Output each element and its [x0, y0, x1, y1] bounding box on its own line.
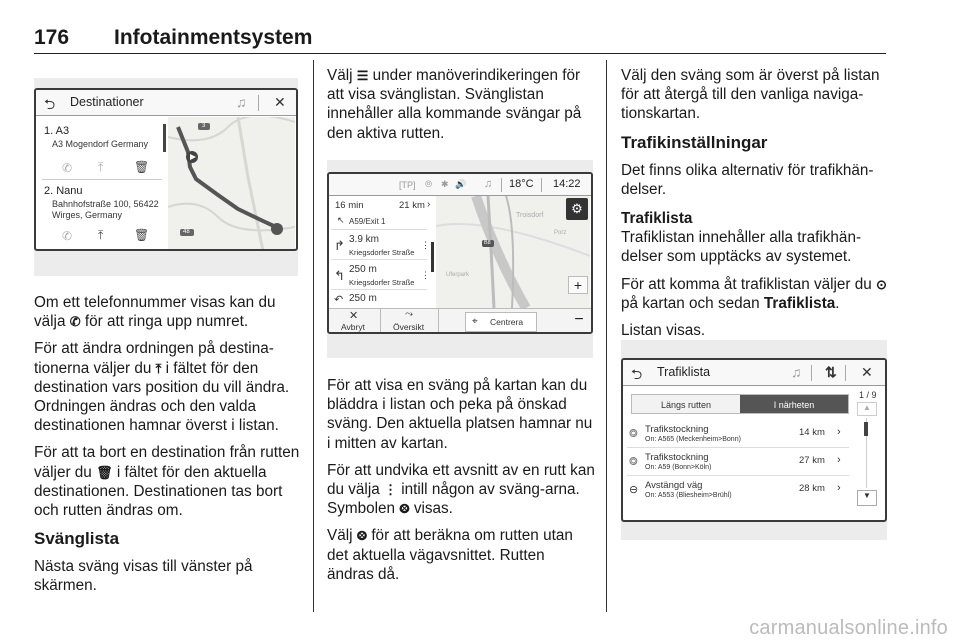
paragraph: För att ta bort en destination från rutten väljer du 🗑 i fältet för den aktuella destinationen. Destinationen tas bort och rutten ändras om.: [34, 444, 300, 520]
target-icon: ⌖: [472, 316, 478, 327]
music-note-icon[interactable]: ♫: [236, 94, 247, 110]
more-vertical-icon[interactable]: ⋮: [421, 270, 430, 280]
map-label-park: Uferpark: [446, 272, 470, 278]
avoid-icon: ⨷: [399, 501, 410, 517]
screenshot-turnlist: [327, 172, 593, 334]
status-bar: [329, 174, 591, 196]
status-separator: [501, 178, 502, 192]
traffic-item-road: On: A565 (Meckenheim>Bonn): [645, 436, 741, 443]
traffic-icon: ⊙: [876, 276, 887, 292]
phone-icon[interactable]: ✆: [62, 161, 73, 175]
paragraph: För att visa en sväng på kartan kan du bläddra i listan och peka på önskad sväng. Den aktuella platsen hamnar nu i mitten av kartan.: [327, 377, 593, 452]
volume-icon: 🔊: [455, 179, 467, 189]
music-note-icon[interactable]: ♫: [484, 178, 493, 190]
bluetooth-icon: ✱: [441, 179, 449, 189]
heading-trafikinstallningar: Trafikinställningar: [621, 132, 768, 152]
page-header: [34, 22, 886, 54]
screen-title: Destinationer: [70, 95, 144, 109]
turn-3-distance: 250 m: [349, 264, 377, 275]
traffic-item-distance: 28 km: [799, 483, 825, 494]
title-bar: [623, 360, 885, 386]
map-label-road: B8: [484, 240, 491, 246]
paragraph: Det finns olika alternativ för trafikhän-delser.: [621, 161, 874, 198]
paragraph: Trafiklistan innehåller alla trafikhän-delser som upptäcks av systemet.: [621, 229, 862, 266]
move-to-top-icon[interactable]: ⤒: [98, 228, 104, 242]
screenshot-trafficlist: [621, 358, 887, 522]
bottom-bar: [329, 308, 591, 334]
page-number: 176: [34, 26, 70, 49]
screen-title: Trafiklista: [657, 365, 711, 379]
traffic-list-item[interactable]: [627, 478, 849, 504]
scrollbar-thumb[interactable]: [864, 422, 868, 436]
more-vertical-icon: ⋮: [383, 482, 397, 498]
paragraph: För att undvika ett avsnitt av en rutt kan du välja ⋮ intill någon av sväng-arna. Symbolen ⨷ visas.: [327, 461, 595, 518]
clock: 14:22: [553, 178, 581, 190]
traffic-item-distance: 14 km: [799, 427, 825, 438]
turn-2-distance: 3.9 km: [349, 234, 380, 245]
destination-2-address-line2: Wirges, Germany: [52, 210, 123, 220]
traffic-jam-icon: ⭗: [629, 456, 638, 468]
screenshot-destinations: [34, 88, 298, 251]
heading-svanglista: Svänglista: [34, 529, 120, 549]
scrollbar[interactable]: [431, 242, 434, 272]
avoid-icon: ⨷: [356, 528, 368, 544]
move-to-top-icon: ⤒: [155, 360, 162, 376]
heading-trafiklista: Trafiklista: [621, 210, 693, 228]
title-separator: [845, 365, 846, 381]
radio-icon: ⦾: [425, 179, 433, 189]
tab-along-route-label: Längs rutten: [660, 400, 712, 410]
column-2-text-bottom: [327, 376, 595, 592]
overview-button[interactable]: [383, 309, 439, 334]
scroll-down-button[interactable]: ▼: [857, 490, 877, 506]
tp-indicator: [TP]: [399, 180, 416, 190]
paragraph: Välj ⨷ för att beräkna om rutten utan det aktuella vägavsnittet. Rutten ändras då.: [327, 527, 573, 583]
turn-arrow-icon: ↶: [334, 294, 344, 306]
route-map[interactable]: [168, 117, 295, 251]
temperature: 18°C: [509, 178, 534, 190]
tab-along-route[interactable]: [632, 395, 740, 413]
scroll-up-button[interactable]: ▲: [857, 402, 877, 416]
zoom-in-button[interactable]: +: [568, 276, 588, 294]
eta-time: 16 min: [335, 200, 364, 211]
title-separator: [811, 365, 812, 381]
music-note-icon[interactable]: ♫: [791, 364, 802, 380]
chevron-right-icon: ›: [837, 482, 841, 494]
move-to-top-icon[interactable]: ⤒: [98, 160, 104, 174]
scrollbar[interactable]: [163, 124, 166, 152]
map-label-district: Porz: [554, 230, 567, 236]
route-overview-icon: ⤳: [405, 309, 413, 320]
destination-1-name[interactable]: 1. A3: [44, 125, 70, 137]
traffic-item-road: On: A553 (Bliesheim>Brühl): [645, 492, 732, 499]
close-icon[interactable]: ✕: [861, 364, 873, 380]
overview-button-label: Översikt: [393, 322, 425, 332]
road-closed-icon: ⊖: [629, 484, 639, 496]
paragraph: Nästa sväng visas till vänster på skärmen.: [34, 558, 253, 595]
tab-nearby[interactable]: [740, 395, 848, 413]
paragraph: För att komma åt trafiklistan väljer du ⊙ på kartan och sedan Trafiklista.: [621, 275, 887, 312]
zoom-out-button[interactable]: −: [574, 311, 584, 328]
column-2-text-top: [327, 66, 595, 151]
sort-icon[interactable]: ⇅: [825, 364, 837, 380]
turn-arrow-icon: ↰: [334, 268, 345, 283]
list-divider: [42, 179, 162, 180]
map-road-label-2: 48: [183, 229, 190, 235]
phone-icon: ✆: [69, 314, 81, 330]
paragraph: För att ändra ordningen på destina-tionerna väljer du ⤒ i fältet för den destination vars position du vill ändra. Ordningen ändras och den valda destinationen hamnar överst i listan.: [34, 340, 290, 435]
turn-list-item[interactable]: [331, 214, 427, 230]
back-icon[interactable]: ⮌: [44, 96, 56, 112]
turn-4-distance: 250 m: [349, 293, 377, 304]
destination-2-address-line1: Bahnhofstraße 100, 56422: [52, 199, 159, 209]
turn-3-street: Kriegsdorfer Straße: [349, 278, 415, 287]
paragraph: Om ett telefonnummer visas kan du välja ✆ för att ringa upp numret.: [34, 294, 276, 331]
turn-arrow-icon: ↱: [334, 238, 345, 253]
settings-button[interactable]: ⚙: [566, 198, 588, 220]
turn-arrow-icon: ↖: [337, 215, 345, 225]
paragraph: Välj ☰ under manöverindikeringen för att visa svänglistan. Svänglistan innehåller alla kommande svängar på den aktiva rutten.: [327, 67, 582, 142]
tab-nearby-label: I närheten: [773, 400, 815, 410]
traffic-list-item[interactable]: [627, 422, 849, 448]
trash-icon[interactable]: 🗑: [134, 228, 150, 242]
remaining-distance: 21 km: [399, 200, 425, 211]
traffic-jam-icon: ⭗: [629, 428, 638, 440]
traffic-item-title: Avstängd väg: [645, 480, 703, 491]
map-road-label-1: 3: [202, 123, 206, 129]
traffic-item-title: Trafikstockning: [645, 452, 709, 463]
traffic-item-distance: 27 km: [799, 455, 825, 466]
close-icon: ✕: [349, 310, 359, 322]
column-3-text: [621, 66, 887, 348]
cancel-button-label: Avbryt: [341, 322, 365, 332]
turn-list-item[interactable]: [331, 262, 430, 290]
column-divider-2: [606, 60, 607, 612]
traffic-list-item[interactable]: [627, 450, 849, 476]
destination-1-address: A3 Mogendorf Germany: [52, 139, 149, 149]
chevron-right-icon: ›: [837, 454, 841, 466]
turn-list-item[interactable]: [331, 292, 427, 308]
phone-icon[interactable]: ✆: [62, 229, 73, 243]
close-icon[interactable]: ✕: [274, 94, 286, 110]
title-separator: [258, 95, 259, 111]
column-1-text: [34, 293, 304, 604]
turn-1-label: A59/Exit 1: [349, 217, 386, 226]
cancel-button[interactable]: [331, 309, 381, 334]
paragraph: Välj den sväng som är överst på listan för att återgå till den vanliga naviga-tionskartan.: [621, 67, 880, 123]
turn-2-street: Kriegsdorfer Straße: [349, 248, 415, 257]
column-divider-1: [313, 60, 314, 612]
list-icon: ☰: [356, 68, 369, 83]
more-vertical-icon[interactable]: ⋮: [421, 240, 430, 250]
map-label-city: Troisdorf: [516, 212, 544, 219]
destination-2-name[interactable]: 2. Nanu: [44, 185, 83, 197]
filter-tabs: [631, 394, 849, 414]
destination-list: [36, 117, 166, 251]
back-icon[interactable]: ⮌: [631, 366, 643, 382]
status-separator: [541, 178, 542, 192]
turn-list-panel: [329, 196, 435, 308]
navigation-map[interactable]: [436, 196, 590, 308]
traffic-item-road: On: A59 (Bonn>Köln): [645, 464, 712, 471]
center-button-label: Centrera: [490, 317, 524, 327]
page-indicator: 1 / 9: [859, 390, 877, 400]
chevron-right-icon: ›: [427, 199, 431, 210]
trash-icon[interactable]: 🗑: [134, 160, 150, 174]
traffic-item-title: Trafikstockning: [645, 424, 709, 435]
turn-list-item[interactable]: [331, 232, 430, 260]
section-title: Infotainmentsystem: [114, 26, 313, 49]
trash-icon: 🗑: [96, 464, 113, 480]
center-button[interactable]: [465, 312, 537, 332]
paragraph: Listan visas.: [621, 322, 706, 340]
chevron-right-icon: ›: [837, 426, 841, 438]
watermark: carmanualsonline.info: [749, 617, 948, 639]
title-bar: [36, 90, 296, 116]
